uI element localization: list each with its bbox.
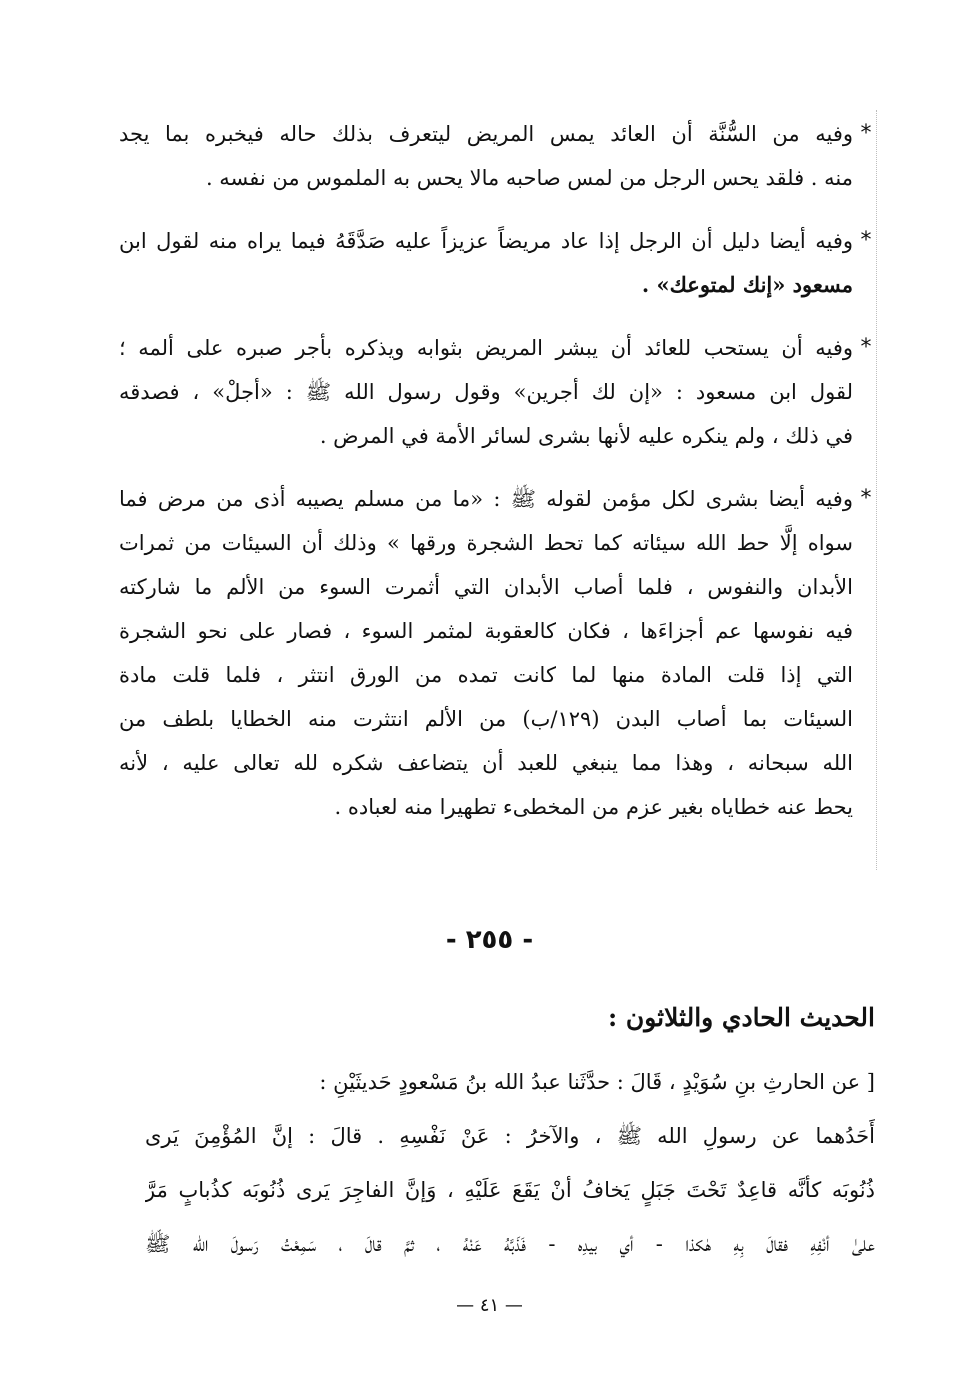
paragraph-4	[119, 477, 879, 829]
paragraph-line: التي إذا قلت المادة منها لما كانت تمده من الورق انتثر ، فلما قلت مادة	[119, 663, 853, 687]
paragraph-line: الله سبحانه ، وهذا مما ينبغي للعبد أن يتضاعف شكره لله تعالى عليه ، لأنه	[119, 751, 853, 775]
section-page-marker: - ٢٥٥ -	[445, 925, 534, 955]
paragraph-line: منه . فلقد يحس الرجل من لمس صاحبه مالا يحس به الملموس من نفسه .	[205, 166, 853, 190]
hadith-heading: الحديث الحادي والثلاثون :	[607, 1003, 875, 1032]
paragraph-line: يحط عنه خطاياه بغير عزم من المخطىء تطهيرا منه لعباده .	[334, 795, 853, 819]
bullet-star-icon: *	[860, 121, 872, 146]
paragraph-3	[119, 326, 879, 458]
paragraph-line: سواه إلَّا حط الله سيئاته كما تحط الشجرة ورقها » وذلك أن السيئات من ثمرات	[119, 531, 853, 555]
hadith-line: علىٰ أنْفِهِ فقالَ بِهِ هٰكذا - أي بيدِه - فَذَبَّهُ عَنْهُ ، ثمَّ قالَ ، سَمِعْتُ رَسولَ الله ﷺ	[145, 1232, 875, 1256]
paragraph-line: وفيه أن يستحب للعائد أن يبشر المريض بثوابه ويذكره بأجر صبره على ألمه ؛	[119, 336, 853, 360]
footer-page-number: — ٤١ —	[456, 1295, 523, 1316]
paragraph-line: السيئات بما أصاب البدن (١٢٩/ب) من الألم انتثرت منه الخطايا بلطف من	[119, 707, 853, 731]
margin-guide	[876, 110, 879, 870]
paragraph-line: لقول ابن مسعود : «إن لك أجرين» وقول رسول الله ﷺ : «أجلْ» ، فصدقه	[119, 380, 853, 404]
hadith-line: أَحَدُهما عن رسولِ الله ﷺ ، والآخرُ : عَنْ نَفْسِهِ . قالَ : إنَّ المُؤْمِنَ يَرى	[145, 1124, 875, 1148]
bullet-star-icon: *	[860, 486, 872, 511]
hadith-line: ذُنُوبَه كأنَّه قاعِدٌ تَحْتَ جَبَلٍ يَخافُ أنْ يَقَعَ عَلَيْهِ ، وَإنَّ الفاجِرَ يَرى ذُنُوبَه كذُبابٍ مَرَّ	[145, 1178, 875, 1202]
paragraph-1	[119, 112, 879, 200]
paragraph-line: الأبدان والنفوس ، فلما أصاب الأبدان التي أثمرت السوء من الألم ما شاركته	[119, 575, 853, 599]
paragraph-line: وفيه من السُّنَّة أن العائد يمس المريض ليتعرف بذلك حاله فيخبره بما يجد	[119, 122, 853, 146]
paragraph-line: مسعود «إنك لمتوعك» .	[641, 272, 853, 297]
hadith-line: [ عن الحارثِ بنِ سُوَيْدٍ ، قَالَ : حدَّثَنا عبدُ الله بنُ مَسْعودٍ حَديثَيْنِ :	[319, 1070, 875, 1094]
paragraph-line: وفيه أيضا بشرى لكل مؤمن لقوله ﷺ : «ما من مسلم يصيبه أذى من مرض فما	[119, 487, 853, 511]
paragraph-line: في ذلك ، ولم ينكره عليه لأنها بشرى لسائر الأمة في المرض .	[319, 424, 853, 448]
bullet-star-icon: *	[860, 228, 872, 253]
bullet-star-icon: *	[860, 335, 872, 360]
paragraph-line: وفيه أيضا دليل أن الرجل إذا عاد مريضاً عزيزاً عليه صَدَّقَهُ فيما يراه منه لقول ابن	[119, 229, 853, 253]
paragraph-line: فيه نفوسها عم أجزاءَها ، فكان كالعقوبة لمثمر السوء ، فصار على نحو الشجرة	[119, 619, 853, 643]
hadith-text	[145, 1055, 875, 1271]
paragraph-2	[119, 219, 879, 307]
